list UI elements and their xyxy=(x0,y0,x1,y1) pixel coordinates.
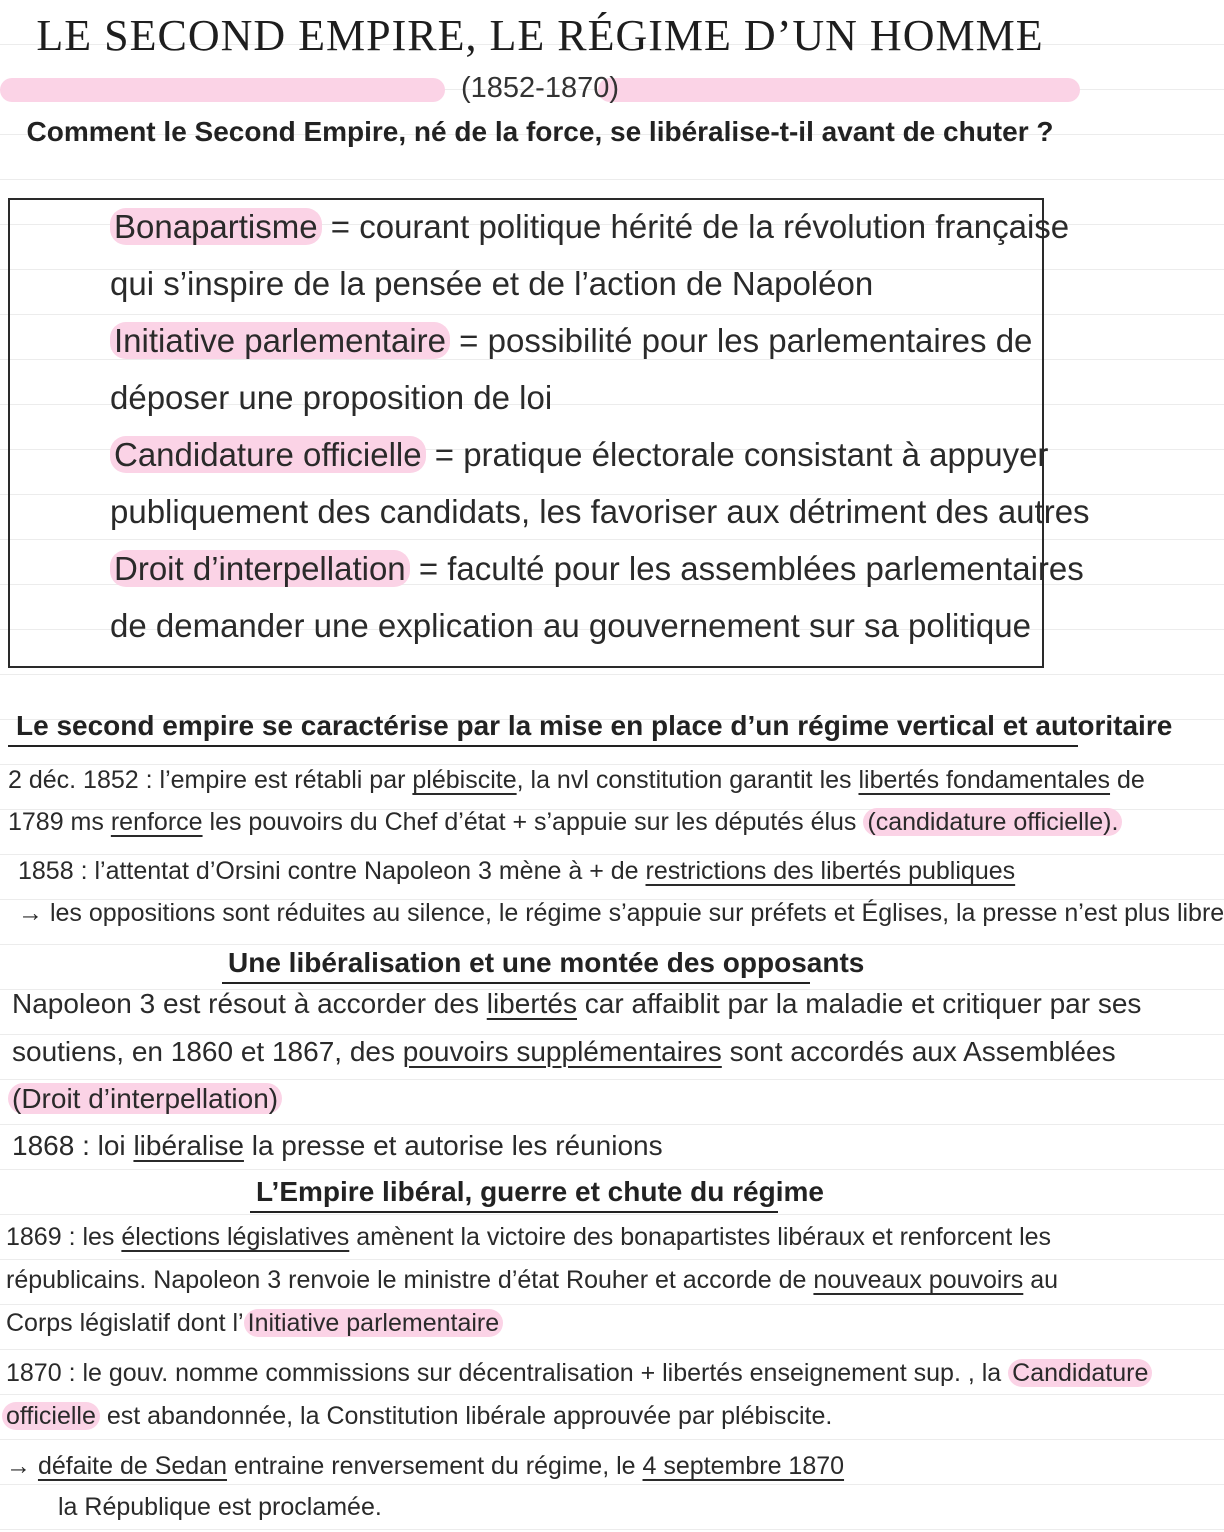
arrow-icon: → xyxy=(6,1452,31,1480)
s2-line-3 xyxy=(8,1083,282,1115)
definition-initiative-cont: déposer une proposition de loi xyxy=(110,379,553,416)
s3-line-republique: la République est proclamée. xyxy=(58,1493,382,1521)
term-bonapartisme: Bonapartisme xyxy=(110,208,322,245)
s3-line-sedan: → défaite de Sedan entraine renversement du régime, le 4 septembre 1870 xyxy=(6,1452,845,1480)
term-initiative: Initiative parlementaire xyxy=(110,322,450,359)
section2-rule xyxy=(222,982,810,984)
definition-interpellation-cont: de demander une explication au gouvernement sur sa politique xyxy=(110,607,1031,644)
s2-line-1: Napoleon 3 est résout à accorder des libertés car affaiblit par la maladie et critiquer par ses xyxy=(12,988,1142,1019)
highlight-droit-interpellation: (Droit d’interpellation) xyxy=(8,1083,282,1114)
definition-candidature-cont: publiquement des candidats, les favoriser aux détriment des autres xyxy=(110,493,1090,530)
highlight-initiative-parlementaire: Initiative parlementaire xyxy=(244,1309,504,1337)
definition-bonapartisme: Bonapartisme = courant politique hérité de la révolution française xyxy=(110,208,1069,246)
s3-line-3: Corps législatif dont l’ Initiative parlementaire xyxy=(6,1309,503,1338)
section3-heading: L’Empire libéral, guerre et chute du régime xyxy=(256,1176,824,1207)
s3-line-1869: 1869 : les élections législatives amènent la victoire des bonapartistes libéraux et renforcent les xyxy=(6,1223,1052,1251)
page-title: LE SECOND EMPIRE, LE RÉGIME D’UN HOMME xyxy=(36,11,1044,60)
s1-line-1852: 2 déc. 1852 : l’empire est rétabli par plébiscite, la nvl constitution garantit les libertés fondamentales de xyxy=(8,766,1145,794)
s1-line-1789: 1789 ms renforce les pouvoirs du Chef d’état + s’appuie sur les députés élus (candidature officielle). xyxy=(8,808,1122,837)
s1-line-1858: 1858 : l’attentat d’Orsini contre Napoleon 3 mène à + de restrictions des libertés publiques xyxy=(18,857,1016,885)
definition-bonapartisme-cont: qui s’inspire de la pensée et de l’action de Napoléon xyxy=(110,265,874,302)
definition-candidature: Candidature officielle = pratique électorale consistant à appuyer xyxy=(110,436,1048,474)
date-range: (1852-1870) xyxy=(461,72,619,104)
definition-initiative: Initiative parlementaire = possibilité pour les parlementaires de xyxy=(110,322,1032,360)
s2-line-1868: 1868 : loi libéralise la presse et autorise les réunions xyxy=(12,1130,663,1161)
problem-question: Comment le Second Empire, né de la force, se libéralise-t-il avant de chuter ? xyxy=(26,116,1054,147)
section1-rule xyxy=(8,745,1078,747)
section1-heading: Le second empire se caractérise par la mise en place d’un régime vertical et autoritaire xyxy=(16,710,1173,741)
term-interpellation: Droit d’interpellation xyxy=(110,550,410,587)
highlight-candidature-2: officielle xyxy=(2,1402,100,1430)
term-candidature: Candidature officielle xyxy=(110,436,426,473)
section2-heading: Une libéralisation et une montée des opposants xyxy=(228,947,865,978)
s3-line-2: républicains. Napoleon 3 renvoie le ministre d’état Rouher et accorde de nouveaux pouvoirs au xyxy=(6,1266,1059,1294)
s1-line-oppositions: → les oppositions sont réduites au silence, le régime s’appuie sur préfets et Églises, la presse n’est plus libre xyxy=(18,899,1224,927)
highlight-candidature-1: Candidature xyxy=(1008,1359,1152,1387)
arrow-icon: → xyxy=(18,899,43,927)
s2-line-2: soutiens, en 1860 et 1867, des pouvoirs supplémentaires sont accordés aux Assemblées xyxy=(12,1036,1116,1067)
definition-interpellation: Droit d’interpellation = faculté pour les assemblées parlementaires xyxy=(110,550,1084,588)
section3-rule xyxy=(250,1211,778,1213)
s3-line-5: officielle est abandonnée, la Constitution libérale approuvée par plébiscite. xyxy=(2,1402,832,1431)
highlight-candidature-officielle: (candidature officielle). xyxy=(863,808,1122,836)
s3-line-1870: 1870 : le gouv. nomme commissions sur décentralisation + libertés enseignement sup. , la Candidature xyxy=(6,1359,1152,1388)
